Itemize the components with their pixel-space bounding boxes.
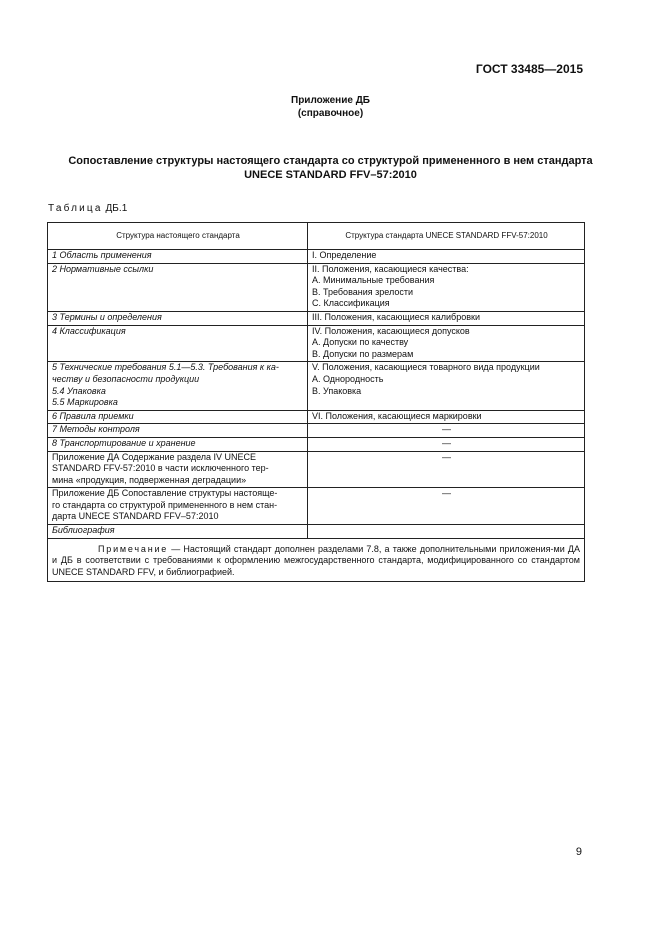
appendix-status: (справочное) <box>297 108 364 119</box>
left-cell <box>48 424 308 438</box>
cell-line: Приложение ДА Содержание раздела IV UNECE <box>52 451 257 462</box>
right-cell <box>308 437 585 451</box>
cell-line: III. Положения, касающиеся калибровки <box>312 311 480 322</box>
left-cell <box>48 263 308 311</box>
cell-line: 5.4 Упаковка <box>52 385 106 396</box>
left-cell <box>48 311 308 325</box>
right-cell <box>308 311 585 325</box>
cell-line: — <box>442 451 451 462</box>
cell-line: 2 Нормативные ссылки <box>52 263 154 274</box>
right-cell <box>308 263 585 311</box>
cell-line: A. Однородность <box>312 373 384 384</box>
cell-line: Приложение ДБ Сопоставление структуры настояще- <box>52 488 278 499</box>
col-header-this-standard: Структура настоящего стандарта <box>48 223 308 250</box>
left-cell <box>48 250 308 264</box>
cell-line: B. Допуски по размерам <box>312 348 414 359</box>
left-cell <box>48 488 308 525</box>
cell-line: 5 Технические требования 5.1—5.3. Требования к ка- <box>52 362 279 373</box>
cell-line: IV. Положения, касающиеся допусков <box>312 325 470 336</box>
cell-line: C. Классификация <box>312 298 390 309</box>
table-note-row <box>48 538 585 582</box>
note-label: Примечание <box>98 543 169 554</box>
right-cell <box>308 325 585 362</box>
cell-line: V. Положения, касающиеся товарного вида продукции <box>312 362 540 373</box>
table-row <box>48 410 585 424</box>
structure-comparison-table <box>47 222 585 582</box>
left-cell <box>48 437 308 451</box>
cell-line: VI. Положения, касающиеся маркировки <box>312 410 482 421</box>
cell-line: 3 Термины и определения <box>52 311 162 322</box>
left-cell <box>48 525 308 539</box>
left-cell <box>48 451 308 488</box>
right-cell <box>308 250 585 264</box>
table-row <box>48 437 585 451</box>
table-row <box>48 311 585 325</box>
left-cell <box>48 362 308 410</box>
appendix-heading <box>0 94 661 120</box>
appendix-title: Приложение ДБ <box>291 95 370 106</box>
cell-line: II. Положения, касающиеся качества: <box>312 263 469 274</box>
table-row <box>48 451 585 488</box>
cell-line: I. Определение <box>312 250 377 260</box>
document-code: ГОСТ 33485—2015 <box>475 62 583 76</box>
cell-line: A. Минимальные требования <box>312 275 435 286</box>
title-line-2: UNECE STANDARD FFV–57:2010 <box>244 169 417 181</box>
right-cell <box>308 362 585 410</box>
cell-line: честву и безопасности продукции <box>52 373 200 384</box>
cell-line: 4 Классификация <box>52 325 126 336</box>
cell-line: 1 Область применения <box>52 250 152 260</box>
right-cell <box>308 424 585 438</box>
table-row <box>48 250 585 264</box>
right-cell <box>308 525 585 539</box>
cell-line: го стандарта со структурой примененного в нем стан- <box>52 499 278 510</box>
cell-line: дарта UNECE STANDARD FFV–57:2010 <box>52 511 219 522</box>
cell-line: — <box>442 437 451 448</box>
cell-line: B. Упаковка <box>312 385 362 396</box>
note-text: — Настоящий стандарт дополнен разделами 7.8, а также дополнительными приложения-ми ДА и ДБ в соответствии с требованиями к оформлению межгосударственного стандарта, модифицированного со стандартом UNECE STANDARD FFV, и библиографией. <box>52 543 580 577</box>
table-row <box>48 525 585 539</box>
cell-line: 5.5 Маркировка <box>52 397 118 408</box>
cell-line: 8 Транспортирование и хранение <box>52 437 196 448</box>
page-number: 9 <box>575 846 582 858</box>
right-cell <box>308 410 585 424</box>
cell-line: — <box>442 424 451 435</box>
table-row <box>48 362 585 410</box>
table-row <box>48 325 585 362</box>
table-caption-label: Таблица <box>48 203 103 214</box>
title-line-1: Сопоставление структуры настоящего стандарта со структурой примененного в нем стандарта <box>68 155 593 167</box>
left-cell <box>48 410 308 424</box>
table-caption <box>48 203 127 214</box>
right-cell <box>308 488 585 525</box>
document-title <box>40 154 621 182</box>
cell-line: 7 Методы контроля <box>52 424 140 435</box>
table-row <box>48 263 585 311</box>
table-note <box>48 538 585 582</box>
cell-line: A. Допуски по качеству <box>312 337 409 348</box>
col-header-unece-standard: Структура стандарта UNECE STANDARD FFV-57:2010 <box>308 223 585 250</box>
cell-line: мина «продукция, подверженная деградации» <box>52 474 247 485</box>
table-caption-number: ДБ.1 <box>105 203 128 214</box>
cell-line: STANDARD FFV-57:2010 в части исключенного тер- <box>52 463 269 474</box>
table-header-row <box>48 223 585 250</box>
table-row <box>48 424 585 438</box>
right-cell <box>308 451 585 488</box>
left-cell <box>48 325 308 362</box>
table-row <box>48 488 585 525</box>
cell-line: 6 Правила приемки <box>52 410 134 421</box>
cell-line: — <box>442 488 451 499</box>
cell-line: B. Требования зрелости <box>312 286 413 297</box>
cell-line: Библиография <box>52 525 115 536</box>
